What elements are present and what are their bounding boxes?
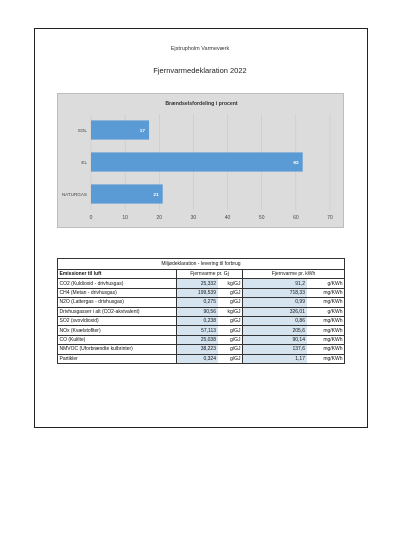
row-unit-kwh: mg/KWh [307, 316, 345, 325]
row-unit-gj: g/GJ [218, 354, 243, 363]
header-per-kwh: Fjernvarme pr. kWh [243, 270, 345, 279]
document-title: Fjernvarmedeklaration 2022 [153, 66, 247, 75]
row-label: NMVOC (Uforbrændte kulbrinter) [58, 345, 177, 354]
row-unit-gj: g/GJ [218, 298, 243, 307]
row-label: SO2 (svovldioxid) [58, 316, 177, 325]
data-label: 62 [293, 160, 299, 166]
row-value-gj: 199,539 [177, 288, 218, 297]
emissions-table-wrap [57, 258, 344, 364]
row-unit-gj: g/GJ [218, 345, 243, 354]
row-unit-kwh: g/KWh [307, 279, 345, 288]
row-value-gj: 25,332 [177, 279, 218, 288]
category-label: EL [81, 159, 87, 165]
row-unit-gj: g/GJ [218, 335, 243, 344]
row-unit-kwh: mg/KWh [307, 326, 345, 335]
row-label: CO (Kulilte) [58, 335, 177, 344]
table-row [58, 316, 345, 325]
table-header-row [58, 270, 345, 279]
row-label: CH4 (Metan - drivhusgas) [58, 288, 177, 297]
category-label: NATURGAS [61, 191, 87, 197]
table-row [58, 288, 345, 297]
row-unit-gj: g/GJ [218, 316, 243, 325]
table-row [58, 354, 345, 363]
row-unit-gj: g/GJ [218, 326, 243, 335]
x-tick-label: 30 [190, 215, 197, 221]
category-label: SOL [77, 127, 87, 133]
table-row [58, 279, 345, 288]
table-row [58, 326, 345, 335]
chart-svg [58, 94, 345, 229]
row-unit-gj: g/GJ [218, 288, 243, 297]
header-per-gj: Fjernvarme pr. Gj [177, 270, 243, 279]
row-label: NOx (Kvælstoflter) [58, 326, 177, 335]
table-caption-row [58, 259, 345, 270]
row-unit-kwh: mg/KWh [307, 288, 345, 297]
row-value-kwh: 0,86 [243, 316, 307, 325]
row-unit-kwh: mg/KWh [307, 335, 345, 344]
x-tick-label: 0 [89, 215, 93, 221]
row-unit-kwh: mg/KWh [307, 298, 345, 307]
row-unit-gj: kg/GJ [218, 279, 243, 288]
bar-el [91, 152, 303, 171]
row-label: Drivhusgasser i alt (CO2-akvivalent) [58, 307, 177, 316]
row-label: Partikler [58, 354, 177, 363]
row-value-gj: 25,038 [177, 335, 218, 344]
company-name: Ejstrupholm Varmeværk [170, 46, 230, 52]
x-tick-label: 10 [122, 215, 128, 221]
row-unit-kwh: g/KWh [307, 307, 345, 316]
x-tick-label: 70 [327, 215, 333, 221]
row-value-kwh: 0,99 [243, 298, 307, 307]
emissions-table [57, 258, 345, 364]
row-unit-gj: kg/GJ [218, 307, 243, 316]
x-tick-label: 50 [258, 215, 265, 221]
row-value-kwh: 137,6 [243, 345, 307, 354]
row-value-kwh: 205,6 [243, 326, 307, 335]
row-value-kwh: 326,01 [243, 307, 307, 316]
header-emissions-label: Emissioner til luft [58, 270, 177, 279]
table-caption: Miljødeklaration - levering til forbrug [58, 259, 345, 270]
bar-naturgas [91, 184, 163, 203]
chart-title: Brændselsfordeling i procent [165, 101, 238, 107]
row-value-kwh: 90,14 [243, 335, 307, 344]
x-tick-label: 60 [293, 215, 299, 221]
row-value-gj: 90,56 [177, 307, 218, 316]
x-tick-label: 40 [224, 215, 231, 221]
x-tick-label: 20 [156, 215, 163, 221]
data-label: 21 [153, 192, 159, 198]
row-value-gj: 0,275 [177, 298, 218, 307]
fuel-distribution-chart [57, 93, 344, 228]
row-unit-kwh: mg/KWh [307, 354, 345, 363]
row-value-gj: 57,113 [177, 326, 218, 335]
table-row [58, 307, 345, 316]
row-unit-kwh: mg/KWh [307, 345, 345, 354]
row-value-kwh: 718,33 [243, 288, 307, 297]
row-value-gj: 0,238 [177, 316, 218, 325]
row-label: N2O (Lattergas - drivhusgas) [58, 298, 177, 307]
table-row [58, 298, 345, 307]
row-value-kwh: 1,17 [243, 354, 307, 363]
table-row [58, 335, 345, 344]
data-label: 17 [139, 128, 146, 134]
row-value-gj: 38,223 [177, 345, 218, 354]
row-value-kwh: 91,2 [243, 279, 307, 288]
row-value-gj: 0,324 [177, 354, 218, 363]
row-label: CO2 (Kuldioxid - drivhusgas) [58, 279, 177, 288]
table-row [58, 345, 345, 354]
